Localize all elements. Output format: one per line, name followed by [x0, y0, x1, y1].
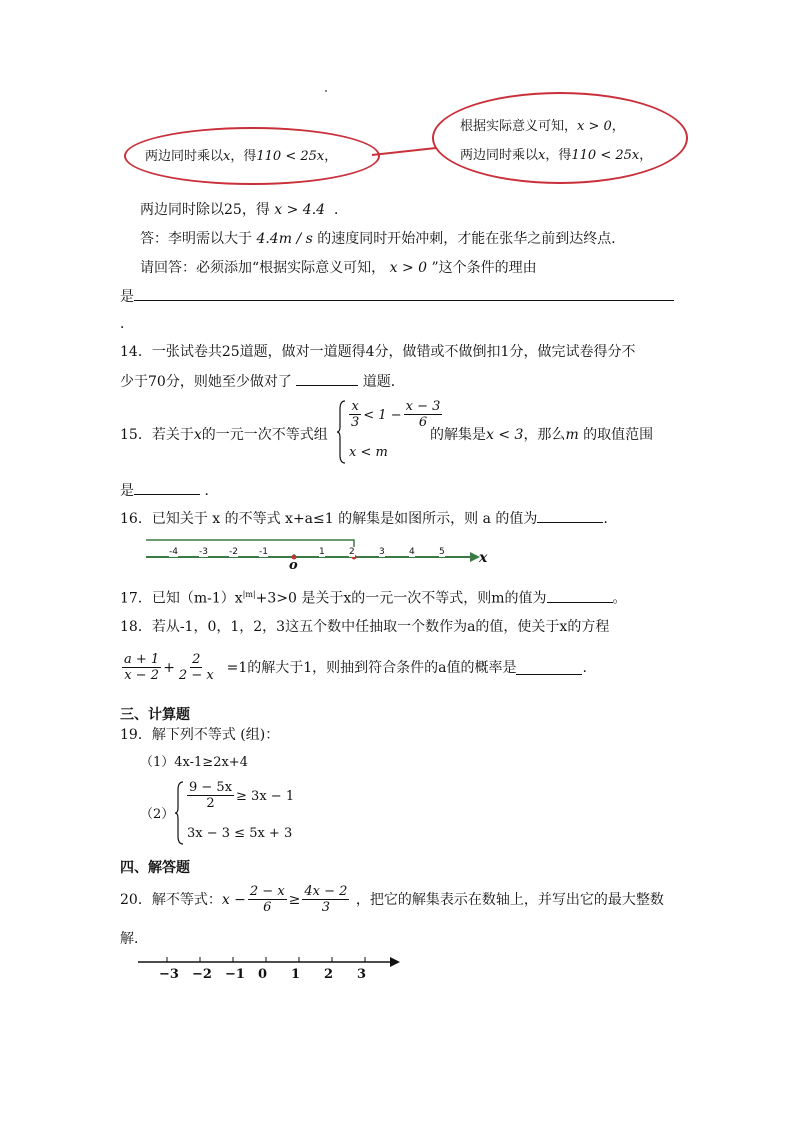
q18-line2: $\frac{a + 1}{x - 2}$ + $\frac{2}{2 - x}$ =1的解大于1，则抽到符合条件的a值的概率是 .: [124, 652, 587, 683]
q20-tick-label: 0: [258, 967, 268, 982]
q20-tick-label: 3: [357, 967, 367, 982]
q17-line: 17．已知$(m-1)x^{|m|}+3>0$ 是关于x的一元一次不等式，则m的值为 。: [120, 586, 627, 608]
q20-tick-label: 2: [324, 967, 334, 982]
q17-blank[interactable]: [547, 588, 613, 603]
q14-line1: 14．一张试卷共25道题，做对一道题得4分，做错或不做倒扣1分，做完试卷得分不: [120, 344, 636, 360]
q16-blank[interactable]: [537, 508, 603, 523]
q13-answer: 答：李明需以大于 4.4m / s 的速度同时开始冲刺，才能在张华之前到达终点．: [140, 231, 626, 247]
q16-origin-label: o: [289, 558, 298, 573]
q15-brace: [337, 399, 347, 465]
q19-title: 19．解下列不等式 (组)：: [120, 727, 280, 743]
q16-tick-label: -3: [199, 547, 208, 557]
q13-reason-blank[interactable]: [134, 286, 674, 301]
right-callout-ellipse: [432, 92, 688, 184]
q19-part1: （1）4x-1≥2x+4: [140, 755, 248, 770]
q19-brace: [175, 780, 185, 846]
q18-line1: 18．若从-1，0，1，2，3这五个数中任抽取一个数作为a的值，使关于x的方程: [120, 619, 610, 635]
q15-line1-tail: 的解集是x < 3，那么m 的取值范围: [430, 427, 654, 443]
q13-period: ．: [120, 316, 134, 332]
q13-line1: 两边同时除以25，得 x > 4.4 ．: [140, 202, 348, 218]
q15-blank[interactable]: [134, 480, 200, 495]
q13-question: 请回答：必须添加“根据实际意义可知， x > 0 ”这个条件的理由: [140, 260, 537, 276]
q16-tick-label: 5: [439, 547, 445, 557]
q20-tick-label: 1: [291, 967, 301, 982]
q15-system: $\frac{x}{3}$ < 1 − $\frac{x - 3}{6}$ x < m: [337, 399, 432, 465]
q18-blank[interactable]: [516, 660, 582, 675]
section4-title: 四、解答题: [120, 860, 190, 876]
q20-line2: 解．: [120, 931, 148, 947]
q16-number-line: [140, 535, 500, 575]
right-callout-line2: 两边同时乘以x，得110 < 25x，: [460, 148, 653, 163]
q16-line1: 16．已知关于 x 的不等式 x+a≤1 的解集是如图所示，则 a 的值为 .: [120, 508, 608, 528]
q19-part2-label: （2）: [140, 807, 175, 822]
q15-line1: 15．若关于x的一元一次不等式组: [120, 427, 328, 443]
q16-tick-label: 4: [409, 547, 415, 557]
q14-blank[interactable]: [296, 371, 358, 386]
section3-title: 三、计算题: [120, 707, 190, 723]
right-callout-line1: 根据实际意义可知，x > 0，: [460, 119, 625, 134]
left-callout-text: 两边同时乘以x，得110 < 25x，: [145, 149, 338, 164]
q16-axis-var: x: [479, 550, 488, 566]
q14-line2: 少于70分，则她至少做对了 道题．: [120, 371, 405, 391]
q16-tick-label: 2: [349, 547, 355, 557]
q15-line2: 是 ．: [120, 480, 218, 500]
q20-line1: 20．解不等式： x − $\frac{2 - x}{6}$ ≥ $\frac{4x - 2}{3}$ ，把它的解集表示在数轴上，并写出它的最大整数: [120, 884, 664, 915]
q16-tick-label: -1: [259, 547, 268, 557]
q20-tick-label: −1: [225, 967, 245, 982]
q20-tick-label: −2: [192, 967, 212, 982]
stray-dot: [325, 90, 327, 92]
q16-tick-label: -4: [169, 547, 178, 557]
q13-reason-line: 是: [120, 286, 674, 306]
q16-tick-label: 3: [379, 547, 385, 557]
callout-connector: [370, 140, 440, 160]
q16-tick-label: -2: [229, 547, 238, 557]
q16-tick-label: 1: [319, 547, 325, 557]
q20-tick-label: −3: [159, 967, 179, 982]
q20-number-line: [130, 952, 410, 988]
q19-part2-system: $\frac{9 - 5x}{2}$ ≥ 3x − 1 3x − 3 ≤ 5x + 3: [175, 780, 305, 846]
